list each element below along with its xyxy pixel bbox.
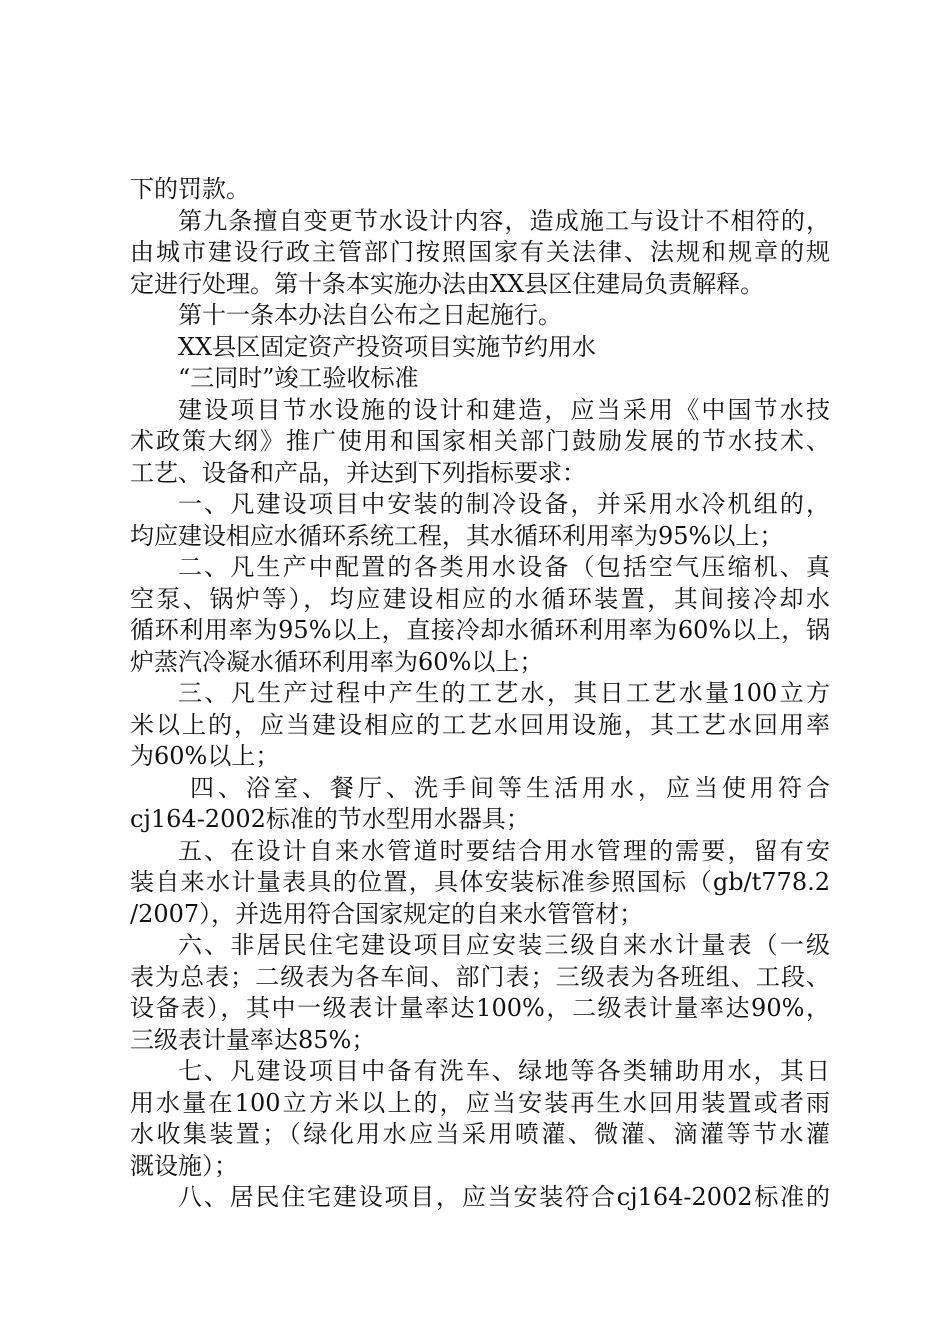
- document-line: 为60%以上；: [130, 742, 280, 770]
- document-line: 均应建设相应水循环系统工程，其水循环利用率为95%以上；: [130, 521, 784, 550]
- document-line: 术政策大纲》推广使用和国家相关部门鼓励发展的节水技术、: [130, 427, 830, 455]
- document-line: “三同时”竣工验收标准: [178, 364, 419, 392]
- document-line: 设备表），其中一级表计量率达100%，二级表计量率达90%，: [130, 994, 830, 1022]
- document-line: 米以上的，应当建设相应的工艺水回用设施，其工艺水回用率: [130, 710, 830, 739]
- document-line: 三级表计量率达85%；: [130, 1025, 376, 1054]
- document-line: 二、凡生产中配置的各类用水设备（包括空气压缩机、真: [178, 553, 830, 581]
- document-line: 装自来水计量表具的位置，具体安装标准参照国标（gb/t778.2: [130, 868, 830, 896]
- document-line: cj164-2002标准的节水型用水器具；: [130, 805, 530, 833]
- document-line: 循环利用率为95%以上，直接冷却水循环利用率为60%以上，锅: [130, 616, 830, 644]
- document-body: [130, 174, 830, 1214]
- document-line: 下的罚款。: [130, 175, 250, 203]
- document-line: 定进行处理。第十条本实施办法由XX县区住建局负责解释。: [130, 269, 765, 298]
- document-line: 空泵、锅炉等），均应建设相应的水循环装置，其间接冷却水: [130, 584, 830, 613]
- document-line: 表为总表；二级表为各车间、部门表；三级表为各班组、工段、: [130, 962, 830, 991]
- document-line: 一、凡建设项目中安装的制冷设备，并采用水冷机组的，: [178, 490, 830, 518]
- document-line: 四、浴室、餐厅、洗手间等生活用水，应当使用符合: [190, 773, 830, 802]
- document-line: 三、凡生产过程中产生的工艺水，其日工艺水量100立方: [178, 679, 830, 707]
- document-line: 七、凡建设项目中备有洗车、绿地等各类辅助用水，其日: [178, 1057, 830, 1085]
- document-line: XX县区固定资产投资项目实施节约用水: [178, 332, 597, 361]
- document-line: 炉蒸汽冷凝水循环利用率为60%以上；: [130, 647, 544, 676]
- document-line: /2007），并选用符合国家规定的自来水管管材；: [130, 899, 644, 928]
- document-line: 溉设施）；: [130, 1151, 238, 1180]
- document-line: 第九条擅自变更节水设计内容，造成施工与设计不相符的，: [178, 206, 830, 235]
- document-line: 五、在设计自来水管道时要结合用水管理的需要，留有安: [178, 836, 830, 865]
- document-line: 由城市建设行政主管部门按照国家有关法律、法规和规章的规: [130, 238, 830, 266]
- document-line: 六、非居民住宅建设项目应安装三级自来水计量表（一级: [178, 931, 830, 959]
- document-line: 工艺、设备和产品，并达到下列指标要求：: [130, 458, 586, 487]
- document-line: 水收集装置；（绿化用水应当采用喷灌、微灌、滴灌等节水灌: [130, 1120, 830, 1148]
- document-line: 八、居民住宅建设项目，应当安装符合cj164-2002标准的: [178, 1183, 830, 1211]
- document-line: 第十一条本办法自公布之日起施行。: [178, 301, 562, 329]
- document-line: 用水量在100立方米以上的，应当安装再生水回用装置或者雨: [130, 1088, 830, 1117]
- document-line: 建设项目节水设施的设计和建造，应当采用《中国节水技: [178, 395, 830, 424]
